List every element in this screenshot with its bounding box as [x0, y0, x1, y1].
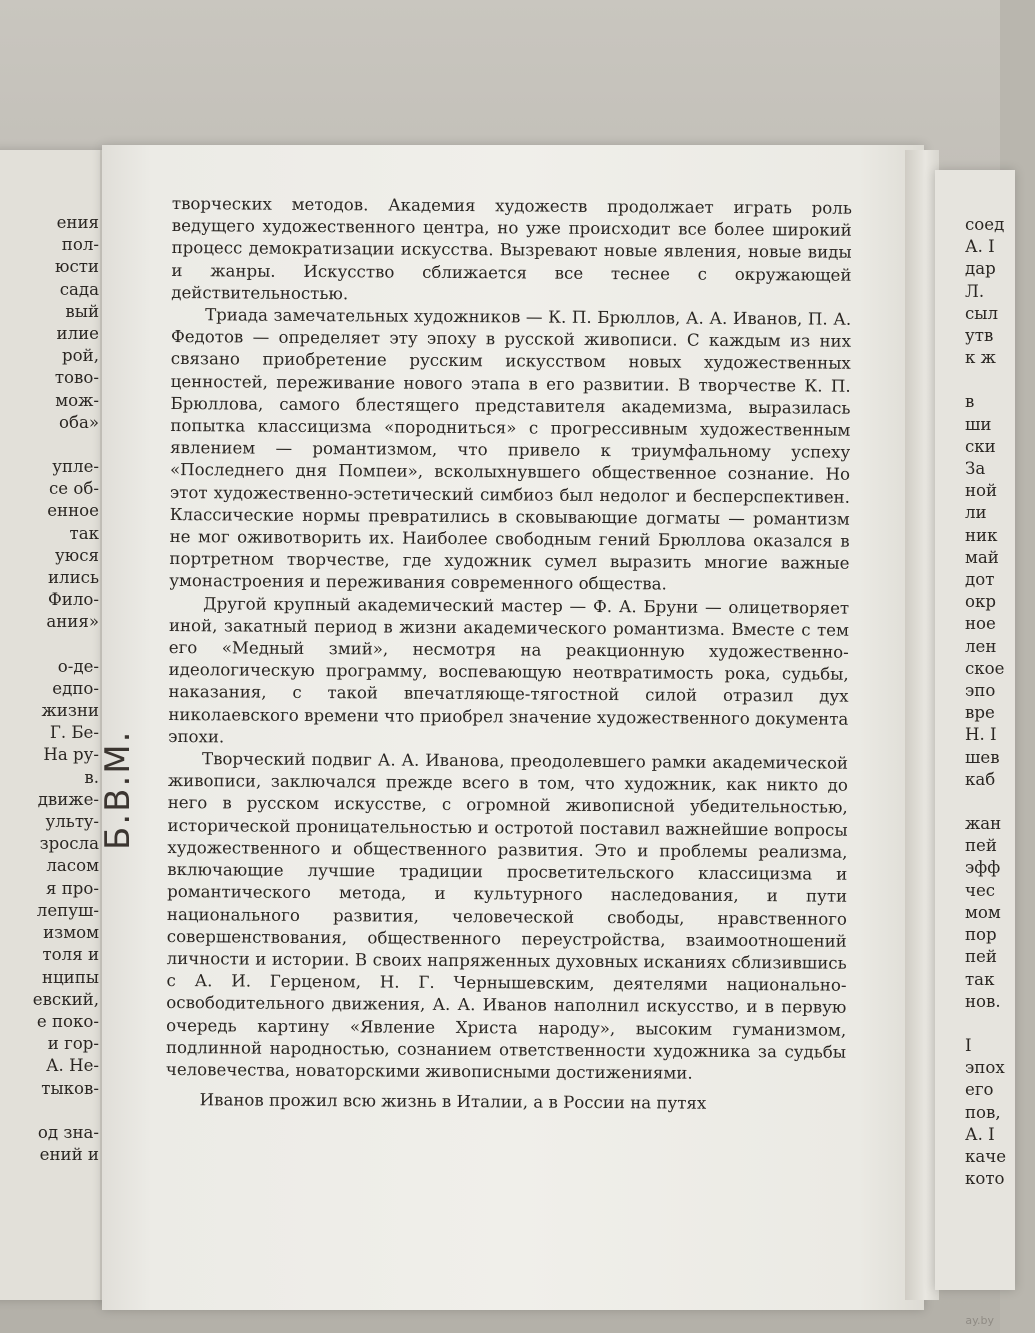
text-fragment-line: каче [965, 1146, 1007, 1166]
text-fragment-line [965, 369, 1035, 391]
text-fragment-line: тыков- [41, 1078, 99, 1098]
text-fragment-line: се об- [49, 479, 99, 499]
paragraph: Триада замечательных художников — К. П. Брюллов, А. А. Иванов, П. А. Федотов — определяет эту эпоху в русской живописи. С каждым из них связано приобретение русским искусством новых художественных ценностей, переживание нового этапа в его развитии. В творчестве К. П. Брюллова, самого блестящего представителя академизма, выразилась попытка классицизма «породниться» с прогрессивным художественным явлением — романтизмом, что привело к триумфальному успеху «Последнего дня Помпеи», всколыхнувшего общественное сознание. Но этот художественно-эстетический симбиоз был недолог и бесперспективен. Классические нормы превратились в сковывающие догматы — романтизм не мог оживотворить их. Наиболее свободным гений Брюллова оказался в портретном творчестве, где художник сумел выразить многие важные умонастроения и переживания современного общества. [169, 305, 852, 594]
text-fragment-line [965, 791, 1035, 813]
text-fragment-line: каб [965, 769, 996, 789]
text-fragment-line [0, 634, 99, 656]
text-fragment-line: А. І [965, 1124, 995, 1144]
text-fragment-line: лен [965, 636, 997, 656]
text-fragment-line: ения [56, 213, 99, 232]
text-fragment-line: е поко- [36, 1011, 99, 1031]
text-fragment-line: юсти [55, 257, 99, 277]
text-fragment-line: измом [43, 923, 99, 943]
text-fragment-line: сада [59, 279, 99, 299]
text-fragment-line: илие [56, 324, 99, 344]
text-fragment-line: к ж [965, 348, 996, 368]
text-fragment-line: едпо- [52, 678, 99, 698]
text-fragment-line: эпо [965, 681, 996, 701]
text-fragment-line: ений и [39, 1144, 99, 1164]
text-fragment-line: ное [965, 614, 996, 634]
text-fragment-line: его [965, 1080, 994, 1100]
text-fragment-line: пор [965, 925, 997, 945]
text-fragment-line: зросла [39, 834, 99, 854]
text-fragment-line: пей [965, 947, 997, 967]
handwritten-note: Б.В.М. [98, 729, 138, 850]
text-fragment-line: мож- [55, 390, 99, 410]
text-fragment-line [965, 1013, 1035, 1035]
right-page-text [965, 214, 1035, 1190]
watermark: ay.by [965, 1314, 994, 1327]
text-fragment-line: евский, [32, 989, 99, 1009]
text-fragment-line: I [965, 1035, 972, 1055]
text-fragment-line: А. Не- [45, 1056, 99, 1076]
right-page-fragment [935, 170, 1015, 1290]
text-fragment-line: толя и [42, 945, 99, 965]
text-fragment-line: соед [965, 215, 1005, 234]
text-fragment-line: Г. Бе- [49, 723, 99, 743]
text-fragment-line: вый [65, 301, 99, 321]
text-fragment-line: рой, [62, 346, 99, 366]
text-fragment-line: За [965, 459, 986, 479]
text-fragment-line: дар [965, 259, 996, 279]
text-fragment-line: так [69, 523, 99, 543]
text-fragment-line: енное [47, 501, 99, 521]
text-fragment-line: кото [965, 1169, 1005, 1189]
left-page-text [0, 212, 99, 1166]
text-fragment-line: ились [48, 568, 99, 588]
text-fragment-line: оба» [58, 412, 99, 432]
text-fragment-line: и гор- [47, 1034, 99, 1054]
text-fragment-line: уюся [55, 545, 99, 565]
right-fold [905, 150, 939, 1300]
paragraph-continuation: Иванов прожил всю жизнь в Италии, а в России на путях [199, 1090, 707, 1113]
text-fragment-line: о-де- [57, 656, 99, 676]
text-fragment-line: дот [965, 570, 995, 590]
text-fragment-line: ли [965, 503, 987, 523]
text-fragment-line: ласом [46, 856, 99, 876]
text-fragment-line: ания» [46, 612, 99, 632]
text-fragment-line: май [965, 547, 999, 567]
text-fragment-line: пей [965, 836, 997, 856]
text-fragment-line: од зна- [37, 1122, 99, 1142]
text-fragment-line: ной [965, 481, 998, 501]
text-fragment-line: тово- [54, 368, 99, 388]
text-fragment-line: жизни [41, 701, 99, 721]
text-fragment-line: ник [965, 525, 998, 545]
text-fragment-line: утв [965, 326, 994, 346]
text-fragment-line: шев [965, 747, 1000, 767]
text-fragment-line: чес [965, 880, 996, 900]
left-page-fragment [0, 150, 105, 1300]
paragraph: Другой крупный академический мастер — Ф. А. Бруни — олицетворяет иной, закатный период в жизни академического романтизма. Вместе с тем его «Медный змий», несмотря на реакционную художественно-идеологическую программу, воспевающую неотвратимость рока, судьбы, наказания, с такой впечатляюще-тягостной силой отразил дух николаевского времени что приобрел значение художественного документа эпохи. [168, 593, 850, 747]
text-fragment-line: движе- [37, 789, 99, 809]
text-fragment-line: пол- [61, 235, 99, 255]
text-fragment-line: жан [965, 814, 1002, 834]
text-fragment-line: ски [965, 436, 996, 456]
text-fragment-line: ультy- [45, 812, 99, 832]
text-fragment-line: На ру- [43, 745, 99, 765]
text-fragment-line [0, 434, 99, 456]
text-fragment-line: нов. [965, 991, 1001, 1011]
main-text-body [166, 193, 852, 1116]
text-fragment-line: так [965, 969, 995, 989]
text-fragment-line: пов, [965, 1102, 1001, 1122]
text-fragment-line: Фило- [48, 590, 99, 610]
text-fragment-line: в [965, 392, 975, 412]
text-fragment-line: эпох [965, 1058, 1005, 1078]
text-fragment-line: в. [84, 767, 99, 787]
text-fragment-line: мом [965, 902, 1001, 922]
text-fragment-line: Н. І [965, 725, 997, 745]
text-fragment-line: ское [965, 658, 1005, 678]
text-fragment-line: Л. [965, 281, 985, 301]
text-fragment-line [0, 1100, 99, 1122]
text-fragment-line: ши [965, 414, 992, 434]
text-fragment-line: вре [965, 703, 995, 723]
text-fragment-line: окр [965, 592, 996, 612]
text-fragment-line: лепуш- [36, 900, 99, 920]
text-fragment-line: сыл [965, 303, 999, 323]
text-fragment-line: эфф [965, 858, 1001, 878]
text-fragment-line: я про- [45, 878, 99, 898]
center-page [102, 145, 924, 1310]
text-fragment-line: нципы [41, 967, 99, 987]
text-fragment-line: А. І [965, 237, 995, 257]
paragraph: Творческий подвиг А. А. Иванова, преодолевшего рамки академической живописи, заключался прежде всего в том, что художник, как никто до него в русском искусстве, с огромной живописной убедительностью, исторической проницательностью и остротой поставил важнейшие вопросы художественного и общественного развития. Это и проблемы реализма, включающие лучшие традиции просветительского классицизма и романтического метода, и культурного наследования, и пути национального развития, человеческой свободы, нравственного совершенствования, общественного переустройства, взаимоотношений личности и истории. В своих напряженных духовных исканиях сблизившись с А. И. Герценом, Н. Г. Чернышевским, деятелями национально-освободительного движения, А. А. Иванов наполнил искусство, и в первую очередь картину «Явление Христа народу», высоким гуманизмом, подлинной народностью, сознанием ответственности художника за судьбы человечества, новаторскими живописными достижениями. [165, 749, 849, 1083]
paragraph: творческих методов. Академия художеств продолжает играть роль ведущего художественного центра, но уже происходит все более широкий процесс демократизации искусства. Вызревают новые явления, новые виды и жанры. Искусство сближается все теснее с окружающей действительностью. [171, 193, 852, 304]
text-fragment-line: упле- [52, 457, 99, 477]
